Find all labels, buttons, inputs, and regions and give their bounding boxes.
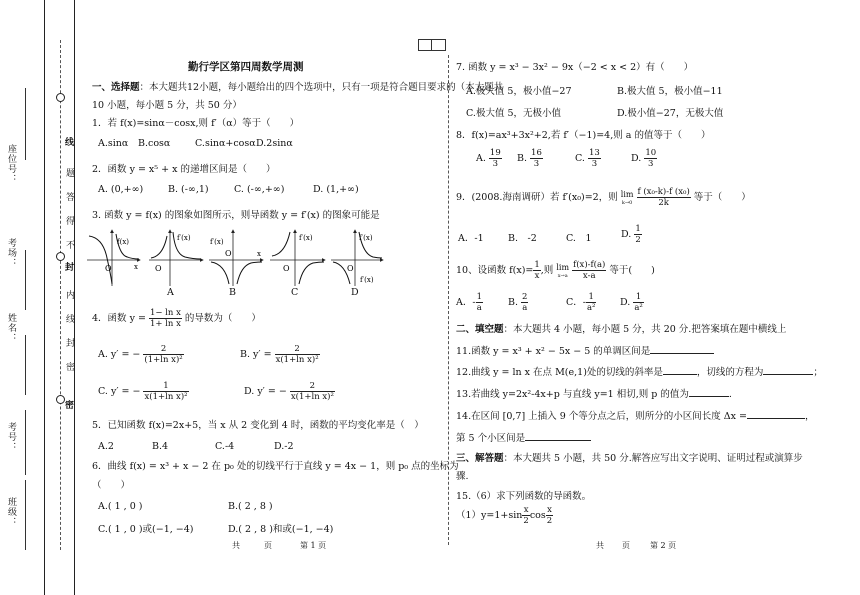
footer-left-ye: 页 — [264, 541, 272, 550]
q3-graph-b[interactable] — [209, 230, 263, 286]
seal-char: 内 — [64, 290, 74, 300]
q14-interval-blank[interactable] — [525, 440, 591, 441]
q3-origin: O — [347, 264, 354, 273]
q5-stem: 5．已知函数 f(x)=2x+5，当 x 从 2 变化到 4 时，函数的平均变化率是（ ） — [92, 420, 424, 431]
seal-char: 线 — [63, 137, 73, 147]
seal-char: 线 — [64, 314, 74, 324]
q3-label-a: f′(x) — [177, 234, 191, 242]
q5-option-d[interactable]: D.-2 — [274, 441, 294, 452]
q3-label-b: f′(x) — [210, 238, 224, 246]
section1-heading-cont: 10 小题，每小题 5 分，共 50 分） — [92, 100, 242, 111]
q15-sub1: （1）y=1+sin $\frac{x}{2}$ cos $\frac{x}{2}$ — [456, 505, 553, 526]
class-label: 班级： — [6, 497, 16, 527]
section1-heading-rest: ：本大题共12小题，每小题给出的四个选项中，只有一项是符合题目要求的（本大题共 — [139, 82, 504, 93]
q7-option-b[interactable]: B.极大值 5，极小值−11 — [617, 86, 723, 97]
q2-option-c[interactable]: C. (-∞,+∞) — [234, 184, 285, 195]
q4-option-d[interactable]: D. y′ = − $\frac{2}{\text{x(1+ln x)²}}$ — [244, 381, 334, 402]
q8-option-c[interactable]: C. $\frac{13}{3}$ — [575, 148, 600, 169]
name-label: 姓名： — [6, 313, 16, 343]
q4-den: 1+ ln x — [149, 319, 181, 329]
q1-option-d[interactable]: D.2sinα — [256, 138, 293, 149]
q10-option-b[interactable]: B. $\frac{2}{a}$ — [508, 292, 528, 313]
q3-graph-c[interactable] — [270, 230, 325, 286]
q6-stem-cont: （ ） — [92, 480, 131, 491]
exam-no-field[interactable] — [25, 410, 26, 475]
section3-heading: 三、解答题：本大题共 5 小题，共 50 分.解答应写出文字说明、证明过程或演算步 — [456, 453, 803, 464]
q4-option-c[interactable]: C. y′ = − $\frac{1}{\text{x(1+ln x)²}}$ — [98, 381, 188, 402]
q4-stem-pre: 4．函数 y = — [92, 313, 146, 324]
q14: 14.在区间 [0,7] 上插入 9 个等分点之后，则所分的小区间长度 Δx = ， — [456, 411, 815, 422]
q8-option-d[interactable]: D. $\frac{10}{3}$ — [631, 148, 657, 169]
seal-char: 封 — [64, 338, 74, 348]
footer-left-gong: 共 — [232, 541, 240, 550]
q3-option-a[interactable]: A — [167, 287, 174, 298]
q6-option-a[interactable]: A.( 1 , 0 ) — [98, 501, 143, 512]
seal-char: 封 — [63, 262, 73, 272]
q4-option-b[interactable]: B. y′ = $\frac{2}{\text{x(1+ln x)²}}$ — [240, 344, 319, 365]
exam-no-label: 考号： — [6, 422, 16, 452]
q13: 13.若曲线 y=2x²-4x+p 与直线 y=1 相切,则 p 的值为 . — [456, 389, 732, 400]
seal-char: 得 — [64, 216, 74, 226]
q10-option-d[interactable]: D. $\frac{1}{\text{a²}}$ — [620, 292, 643, 313]
footer-right-gong: 共 — [596, 541, 604, 550]
q3-label-d: f′(x) — [359, 234, 373, 242]
q1-stem: 1．若 f(x)=sinα－cosx,则 f′（α）等于（ ） — [92, 118, 300, 129]
room-field[interactable] — [25, 250, 26, 310]
q3-stem: 3. 函数 y = f(x) 的图象如图所示，则导函数 y = f′(x) 的图象可能是 — [92, 210, 380, 221]
q1-option-a[interactable]: A.sinα — [98, 138, 129, 149]
q10-stem: 10、设函数 f(x)= $\frac{1}{x}$ ,则 lim x→a $\frac{f(x)-f(a)}{x-a}$ 等于( ) — [456, 260, 655, 281]
q3-origin: O — [225, 249, 232, 258]
q3-option-b[interactable]: B — [229, 287, 236, 298]
q3-graph-d[interactable] — [331, 230, 383, 286]
seal-char: 密 — [64, 362, 74, 372]
footer-right-ye: 页 — [622, 541, 630, 550]
seal-char: 不 — [64, 240, 74, 250]
q12-equation-blank[interactable] — [763, 374, 813, 375]
q3-origin: O — [155, 264, 162, 273]
q9-option-c[interactable]: C. 1 — [566, 233, 592, 244]
q12-slope-blank[interactable] — [663, 374, 697, 375]
q9-option-d[interactable]: D. $\frac{1}{2}$ — [621, 224, 641, 245]
q11: 11.函数 y = x³ + x² − 5x − 5 的单调区间是 — [456, 343, 714, 357]
q10-option-c[interactable]: C．- $\frac{1}{\text{a²}}$ — [566, 292, 596, 313]
q1-option-b[interactable]: B.cosα — [138, 138, 171, 149]
binding-border-outer — [44, 0, 45, 595]
name-field[interactable] — [25, 335, 26, 395]
q10-option-a[interactable]: A．- $\frac{1}{a}$ — [456, 292, 482, 313]
q6-option-c[interactable]: C.( 1 , 0 )或(−1, −4) — [98, 524, 194, 535]
q11-answer-blank[interactable] — [650, 353, 714, 354]
q1-option-c[interactable]: C.sinα+cosα — [195, 138, 256, 149]
section3-heading-cont: 骤. — [456, 471, 469, 482]
q3-x-label: x — [134, 263, 138, 271]
page-number-box — [418, 39, 446, 51]
q8-option-b[interactable]: B. $\frac{16}{3}$ — [517, 148, 542, 169]
seal-char: 题 — [64, 168, 74, 178]
q3-origin: O — [105, 264, 112, 273]
room-label: 考场： — [6, 238, 16, 268]
q15-stem: 15.（6）求下列函数的导函数。 — [456, 491, 592, 502]
q3-origin: O — [283, 264, 290, 273]
seat-field[interactable] — [25, 88, 26, 160]
seal-char: 答 — [64, 192, 74, 202]
seal-char: 密 — [63, 400, 73, 410]
seat-label: 座位号： — [6, 144, 16, 184]
q2-stem: 2．函数 y = x⁵ + x 的递增区间是（ ） — [92, 164, 276, 175]
footer-right-page: 第 2 页 — [650, 541, 677, 550]
seal-line — [60, 40, 61, 550]
q3-graph-original — [87, 230, 140, 286]
q4-fraction — [149, 308, 182, 329]
q3-x-label: x — [257, 250, 261, 258]
q3-graph-a[interactable] — [149, 230, 203, 286]
q7-option-a[interactable]: A.极大值 5，极小值−27 — [466, 86, 572, 97]
q4-num: 1− ln x — [149, 308, 181, 318]
q3-option-c[interactable]: C — [291, 287, 299, 298]
q9-option-a[interactable]: A．-1 — [458, 233, 484, 244]
page-number-box-divider — [431, 39, 432, 51]
section2-heading: 二、填空题：本大题共 4 小题，每小题 5 分，共 20 分.把答案填在题中横线上 — [456, 324, 787, 335]
q7-option-c[interactable]: C.极大值 5，无极小值 — [466, 108, 562, 119]
q3-label-fx: f(x) — [117, 238, 130, 246]
q5-option-a[interactable]: A.2 — [98, 441, 114, 452]
q4-stem — [92, 308, 261, 329]
q7-stem: 7. 函数 y = x³ − 3x² − 9x（−2 < x < 2）有（ ） — [456, 62, 694, 73]
q3-option-d[interactable]: D — [351, 287, 359, 298]
q7-option-d[interactable]: D.极小值−27，无极大值 — [617, 108, 724, 119]
q13-answer-blank[interactable] — [689, 396, 729, 397]
q6-option-b[interactable]: B.( 2 , 8 ) — [228, 501, 273, 512]
q14-cont: 第 5 个小区间是 — [456, 430, 591, 444]
q5-option-b[interactable]: B.4 — [152, 441, 169, 452]
q5-option-c[interactable]: C.-4 — [215, 441, 235, 452]
q8-option-a[interactable]: A. $\frac{19}{3}$ — [476, 148, 501, 169]
q2-option-d[interactable]: D. (1,+∞) — [313, 184, 359, 195]
q8-stem: 8．f(x)=ax³+3x²+2,若 f′（−1)=4,则 a 的值等于（ ） — [456, 130, 711, 141]
q14-dx-blank[interactable] — [747, 418, 805, 419]
q2-option-a[interactable]: A. (0,+∞) — [98, 184, 144, 195]
q6-stem: 6．曲线 f(x) = x³ + x − 2 在 p₀ 处的切线平行于直线 y = 4x − 1，则 p₀ 点的坐标为 — [92, 461, 459, 472]
q9-stem: 9．(2008.海南调研）若 f′(x₀)=2，则 lim k→0 $\frac{\text{f (x₀-k)-f (x₀)}}{2k}$ 等于（ ） — [456, 187, 751, 208]
q4-stem-post: 的导数为（ ） — [184, 313, 261, 324]
page-title: 勤行学区第四周数学周测 — [188, 61, 304, 73]
q4-option-a[interactable]: A. y′ = − $\frac{2}{\text{(1+ln x)²}}$ — [98, 344, 183, 365]
q3-graphs — [85, 226, 385, 290]
q6-option-d[interactable]: D.( 2 , 8 )和或(−1, −4) — [228, 524, 334, 535]
q9-option-b[interactable]: B. -2 — [508, 233, 537, 244]
q3-label-d2: f′(x) — [360, 276, 374, 284]
section1-heading-bold: 一、选择题 — [92, 82, 140, 93]
seal-hole — [56, 93, 65, 102]
q3-label-c: f′(x) — [299, 234, 313, 242]
footer-left-page: 第 1 页 — [300, 541, 327, 550]
q2-option-b[interactable]: B. (-∞,1) — [168, 184, 209, 195]
section1-heading — [92, 79, 503, 93]
class-field[interactable] — [25, 480, 26, 550]
seal-hole — [56, 252, 65, 261]
q12: 12.曲线 y = ln x 在点 M(e,1)处的切线的斜率是 ，切线的方程为 ； — [456, 367, 823, 378]
